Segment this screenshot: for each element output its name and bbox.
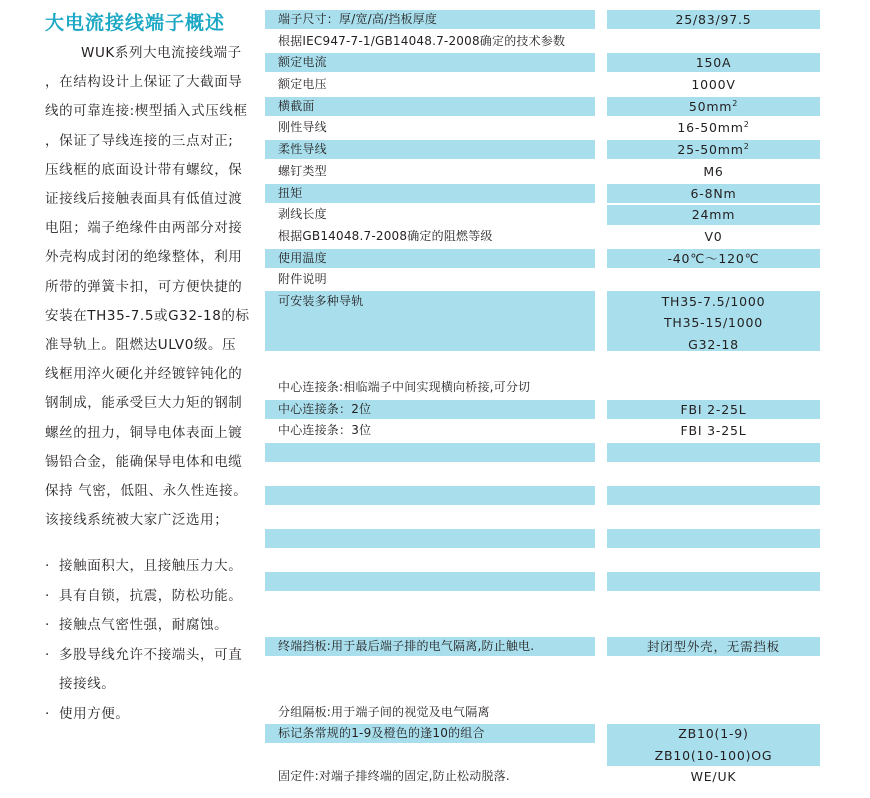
spec-value-flame: V0: [704, 229, 723, 244]
list-item-text: 使用方便。: [59, 705, 130, 722]
marker-value-2: ZB10(10-100)OG: [654, 748, 773, 763]
spec-label-strip: 剥线长度: [278, 207, 327, 221]
spec-value-cross-section: [607, 98, 820, 115]
list-item: [45, 552, 255, 582]
spec-value-flexible-text: 25-50mm: [677, 142, 744, 157]
spec-value-cross-section-text: 50mm: [688, 99, 733, 114]
description-line: 所带的弹簧卡扣，可方便快捷的: [45, 278, 243, 295]
description-line: 线的可靠连接:楔型插入式压线框: [45, 103, 248, 120]
description-line: WUK系列大电流接线端子: [81, 45, 242, 61]
fixing-value: WE/UK: [690, 769, 737, 784]
spec-value-torque: 6-8Nm: [690, 186, 737, 201]
spec-label-rails: 可安装多种导轨: [278, 294, 364, 308]
end-plate-value: 封闭型外壳，无需挡板: [646, 639, 780, 654]
spec-label-flexible: 柔性导线: [278, 142, 327, 156]
bridge-3-label: 中心连接条：3位: [278, 423, 372, 437]
spec-value-rail-1: TH35-7.5/1000: [661, 294, 766, 309]
row-band: [265, 443, 595, 462]
list-item: [45, 700, 255, 730]
bridge-heading: 中心连接条:相临端子中间实现横向桥接,可分切: [278, 380, 531, 394]
description-line: 该接线系统被大家广泛选用；: [45, 512, 229, 529]
separator-heading: 分组隔板:用于端子间的视觉及电气隔离: [278, 705, 490, 719]
description-line: ，在结构设计上保证了大截面导: [45, 74, 243, 91]
spec-label-rated-voltage: 额定电压: [278, 77, 327, 91]
bullet-marker: ·: [45, 705, 50, 722]
row-band: [265, 486, 595, 505]
row-band: [607, 529, 820, 548]
spec-value-temp: -40℃～120℃: [667, 251, 760, 266]
spec-label-torque: 扭矩: [278, 186, 303, 200]
row-band: [265, 184, 595, 203]
spec-value-rated-voltage: 1000V: [691, 77, 736, 92]
description: [45, 39, 250, 535]
row-band: [607, 443, 820, 462]
list-item-text: 多股导线允许不接端头，可直接接线。: [59, 646, 243, 693]
description-line: 钢制成，能承受巨大力矩的钢制: [45, 395, 243, 412]
description-line: 电阻；端子绝缘件由两部分对接: [45, 220, 243, 237]
description-line: 准导轨上。阻燃达ULV0级。压: [45, 337, 237, 354]
bullet-marker: ·: [45, 558, 50, 574]
spec-label-rated-current: 额定电流: [278, 55, 327, 69]
description-line: 证接线后接触表面具有低值过渡: [45, 191, 243, 208]
spec-value-rated-current: 150A: [695, 55, 732, 70]
row-band: [265, 572, 595, 591]
spec-value-rigid-text: 16-50mm: [677, 120, 744, 135]
feature-list: [45, 552, 255, 730]
end-plate-label: 终端挡板:用于最后端子排的电气隔离,防止触电.: [278, 639, 535, 653]
bullet-marker: ·: [45, 617, 50, 634]
description-line: 外壳构成封闭的绝缘整体，利用: [45, 249, 243, 266]
spec-label-screw: 螺钉类型: [278, 164, 327, 178]
description-line: ，保证了导线连接的三点对正;: [45, 132, 234, 149]
spec-value-dimensions: 25/83/97.5: [675, 12, 752, 27]
spec-label-temp: 使用温度: [278, 251, 327, 265]
list-item: [45, 641, 255, 700]
spec-value-screw: M6: [703, 164, 724, 179]
description-line: 安装在TH35-7.5或G32-18的标: [45, 307, 250, 324]
spec-label-dimensions: 端子尺寸：厚/宽/高/挡板厚度: [278, 12, 438, 26]
spec-value-strip: 24mm: [691, 207, 736, 222]
spec-heading-params: 根据IEC947-7-1/GB14048.7-2008确定的技术参数: [278, 34, 566, 48]
spec-value-rigid: [607, 119, 820, 136]
row-band: [607, 572, 820, 591]
spec-label-flame: 根据GB14048.7-2008确定的阻燃等级: [278, 229, 493, 243]
marker-label: 标记条常规的1-9及橙色的逢10的组合: [278, 726, 485, 740]
spec-label-cross-section: 横截面: [278, 99, 315, 113]
bullet-marker: ·: [45, 646, 50, 663]
bridge-2-value: FBI 2-25L: [680, 402, 747, 417]
squared-sup: 2: [732, 99, 739, 108]
marker-value-1: ZB10(1-9): [678, 726, 749, 741]
description-line: 螺丝的扭力，铜导电体表面上镀: [45, 424, 243, 441]
list-item: [45, 611, 255, 641]
list-item-text: 接触面积大，且接触压力大。: [59, 558, 243, 574]
list-item: [45, 582, 255, 612]
fixing-label: 固定件:对端子排终端的固定,防止松动脱落.: [278, 769, 510, 783]
squared-sup: 2: [743, 120, 750, 129]
bridge-3-value: FBI 3-25L: [680, 423, 747, 438]
spec-value-rail-3: G32-18: [688, 337, 739, 352]
description-line: 线框用淬火硬化并经镀锌钝化的: [45, 366, 243, 383]
spec-value-rail-2: TH35-15/1000: [664, 315, 763, 330]
spec-value-flexible: [607, 141, 820, 158]
description-line: 锡铅合金，能确保导电体和电缆: [45, 453, 243, 470]
row-band: [265, 529, 595, 548]
squared-sup: 2: [743, 142, 750, 151]
spec-label-accessories: 附件说明: [278, 272, 327, 286]
spec-label-rigid: 刚性导线: [278, 120, 327, 134]
bridge-2-label: 中心连接条：2位: [278, 402, 372, 416]
page-title: 大电流接线端子概述: [45, 12, 226, 34]
description-line: 压线框的底面设计带有螺纹，保: [45, 161, 243, 178]
row-band: [607, 486, 820, 505]
description-line: 保持 气密，低阻、永久性连接。: [45, 483, 248, 500]
bullet-marker: ·: [45, 587, 50, 604]
list-item-text: 接触点气密性强，耐腐蚀。: [59, 617, 229, 634]
list-item-text: 具有自锁，抗震，防松功能。: [59, 587, 243, 604]
